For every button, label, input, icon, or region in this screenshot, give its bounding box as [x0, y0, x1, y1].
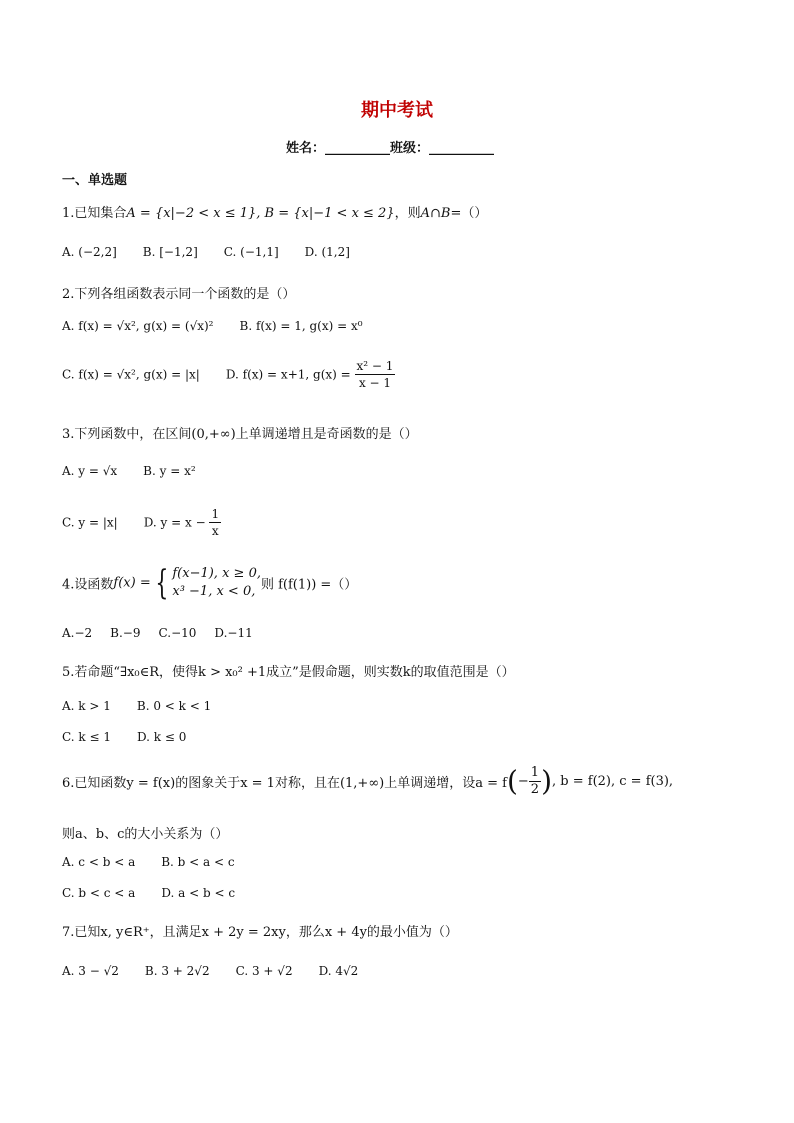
q6-fraction-numerator: 1: [530, 765, 540, 780]
q6-text-a: 6.已知函数y = f(x)的图象关于x = 1对称，且在(1,+∞)上单调递增，设a = f: [62, 776, 507, 791]
q4-option-b: B.−9: [110, 626, 141, 640]
q1-text-c: =（）: [450, 206, 488, 221]
q3-fraction-numerator: 1: [211, 507, 220, 521]
question-5-options-row1: [62, 699, 211, 713]
q7-option-c: C. 3 + √2: [235, 964, 293, 978]
q1-text-a: 1.已知集合: [62, 206, 127, 221]
q6-option-d: D. a < b < c: [161, 886, 236, 900]
q2-option-d-fraction: [355, 358, 396, 391]
q3-option-d: D. y = x −: [143, 515, 206, 530]
question-5-options-row2: [62, 730, 186, 744]
question-7-stem: 7.已知x, y∈R⁺，且满足x + 2y = 2xy，那么x + 4y的最小值为（）: [62, 925, 458, 940]
q4-option-d: D.−11: [214, 626, 253, 640]
q3-option-c: C. y = |x|: [62, 515, 118, 530]
student-info-line: [286, 137, 494, 156]
q4-text-a: 4.设函数: [62, 577, 114, 593]
q6-fraction-denominator: 2: [530, 782, 540, 797]
q5-option-d: D. k ≤ 0: [136, 730, 187, 744]
q3-fraction-denominator: x: [211, 524, 219, 538]
q1-option-b: B. [−1,2]: [142, 245, 198, 259]
section-heading: 一、单选题: [62, 173, 128, 188]
question-2-options-row2: [62, 358, 395, 391]
question-6-options-row1: [62, 855, 235, 869]
q2-option-b: B. f(x) = 1, g(x) = x⁰: [239, 319, 363, 333]
question-3-options-row2: [62, 506, 221, 539]
q4-cases: [172, 565, 261, 601]
q1-option-d: D. (1,2]: [304, 245, 350, 259]
q2-option-d: D. f(x) = x+1, g(x) =: [225, 367, 351, 382]
q4-brace: {: [155, 563, 169, 603]
q7-option-d: D. 4√2: [318, 964, 359, 978]
question-6-stem: 6.已知函数y = f(x)的图象关于x = 1对称，且在(1,+∞)上单调递增，设a = f(− $\frac{1}{2}$ ), b = f(2), c = f(3),: [62, 764, 674, 798]
q1-sets: A = {x|−2 < x ≤ 1}, B = {x|−1 < x ≤ 2}: [126, 206, 395, 221]
question-3-options-row1: [62, 464, 196, 478]
question-2-stem: 2.下列各组函数表示同一个函数的是（）: [62, 287, 296, 302]
q7-option-b: B. 3 + 2√2: [144, 964, 210, 978]
q1-expr: A∩B: [420, 206, 451, 221]
class-blank: __________: [429, 141, 495, 156]
q7-option-a: A. 3 − √2: [62, 964, 119, 978]
q4-case-2: x³ −1, x < 0,: [172, 584, 256, 599]
question-2-options-row1: [62, 319, 363, 333]
q5-option-c: C. k ≤ 1: [62, 730, 111, 744]
q2-option-c: C. f(x) = √x², g(x) = |x|: [62, 367, 200, 382]
q4-case-1: f(x−1), x ≥ 0,: [172, 566, 261, 581]
q2-option-a: A. f(x) = √x², g(x) = (√x)²: [62, 319, 214, 333]
q4-option-a: A.−2: [62, 626, 93, 640]
q6-option-a: A. c < b < a: [62, 855, 136, 869]
question-3-stem: 3.下列函数中，在区间(0,+∞)上单调递增且是奇函数的是（）: [62, 427, 418, 442]
question-5-stem: 5.若命题“∃x₀∈R，使得k > x₀² +1成立”是假命题，则实数k的取值范围是（）: [62, 665, 515, 680]
question-7-options: [62, 964, 358, 978]
q4-fx: f(x) =: [113, 575, 151, 591]
q6-fraction: [529, 765, 541, 798]
q3-option-a: A. y = √x: [62, 464, 118, 478]
question-1-stem: [62, 202, 487, 221]
question-6-options-row2: [62, 886, 235, 900]
q2-fraction-denominator: x − 1: [358, 376, 392, 390]
class-label: 班级：: [390, 141, 430, 156]
q2-fraction-numerator: x² − 1: [356, 359, 394, 373]
q4-text-b: 则 f(f(1)) =（）: [260, 577, 358, 593]
q3-option-d-fraction: [209, 506, 221, 539]
q5-option-a: A. k > 1: [62, 699, 111, 713]
q1-option-a: A. (−2,2]: [62, 245, 117, 259]
page-title: 期中考试: [361, 100, 433, 121]
q6-text-b: , b = f(2), c = f(3),: [552, 774, 674, 789]
question-4-stem: [62, 565, 357, 601]
q1-text-b: ，则: [394, 206, 421, 221]
question-4-options: [62, 626, 253, 640]
name-blank: __________: [325, 141, 391, 156]
q5-option-b: B. 0 < k < 1: [136, 699, 212, 713]
q4-option-c: C.−10: [158, 626, 197, 640]
question-6-stem-line2: 则a、b、c的大小关系为（）: [62, 827, 229, 842]
name-label: 姓名：: [286, 141, 326, 156]
question-1-options: [62, 245, 350, 259]
q6-option-b: B. b < a < c: [161, 855, 235, 869]
q1-option-c: C. (−1,1]: [223, 245, 279, 259]
q6-option-c: C. b < c < a: [62, 886, 136, 900]
q3-option-b: B. y = x²: [143, 464, 196, 478]
